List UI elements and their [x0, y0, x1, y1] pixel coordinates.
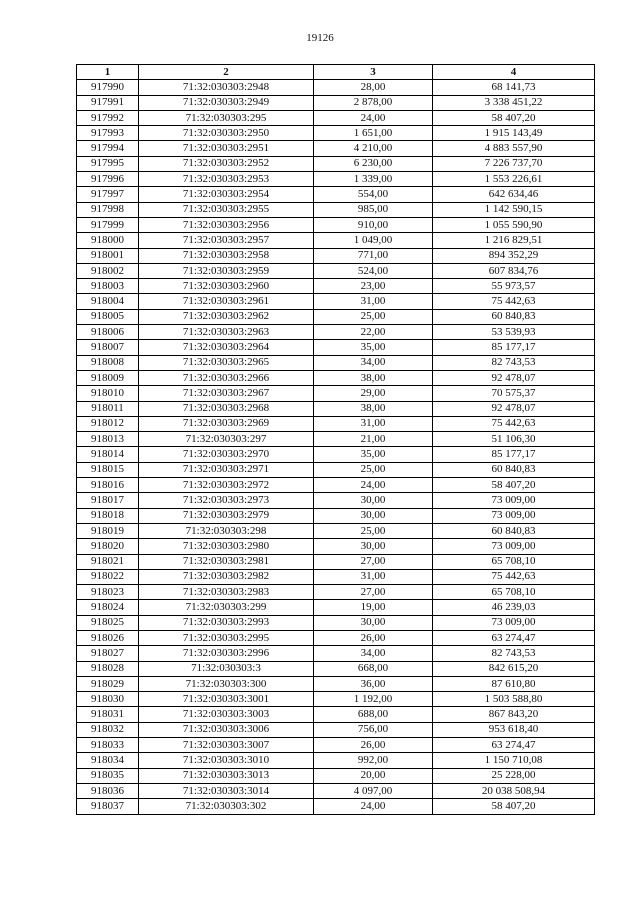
table-row	[77, 386, 595, 401]
value-cell: 58 407,20	[433, 799, 595, 814]
value-cell: 92 478,07	[433, 401, 595, 416]
value-cell: 58 407,20	[433, 478, 595, 493]
value-cell: 65 708,10	[433, 585, 595, 600]
value-cell: 73 009,00	[433, 539, 595, 554]
value-cell: 20 038 508,94	[433, 783, 595, 798]
value-cell: 73 009,00	[433, 493, 595, 508]
row-id-cell: 918032	[77, 722, 139, 737]
area-cell: 30,00	[314, 508, 433, 523]
area-cell: 688,00	[314, 707, 433, 722]
value-cell: 1 553 226,61	[433, 172, 595, 187]
cadastral-number-cell: 71:32:030303:2996	[139, 646, 314, 661]
table-row	[77, 523, 595, 538]
value-cell: 642 634,46	[433, 187, 595, 202]
table-row	[77, 233, 595, 248]
area-cell: 38,00	[314, 370, 433, 385]
row-id-cell: 918013	[77, 432, 139, 447]
area-cell: 4 210,00	[314, 141, 433, 156]
value-cell: 73 009,00	[433, 615, 595, 630]
value-cell: 58 407,20	[433, 110, 595, 125]
row-id-cell: 917996	[77, 172, 139, 187]
registry-table	[76, 64, 595, 815]
value-cell: 70 575,37	[433, 386, 595, 401]
area-cell: 35,00	[314, 340, 433, 355]
cadastral-number-cell: 71:32:030303:3007	[139, 738, 314, 753]
table-row	[77, 569, 595, 584]
cadastral-number-cell: 71:32:030303:2973	[139, 493, 314, 508]
cadastral-number-cell: 71:32:030303:2955	[139, 202, 314, 217]
column-header: 4	[433, 65, 595, 80]
row-id-cell: 918016	[77, 478, 139, 493]
cadastral-number-cell: 71:32:030303:2969	[139, 416, 314, 431]
row-id-cell: 918031	[77, 707, 139, 722]
table-row	[77, 707, 595, 722]
table-row	[77, 783, 595, 798]
table-row	[77, 432, 595, 447]
row-id-cell: 918011	[77, 401, 139, 416]
table-row	[77, 615, 595, 630]
area-cell: 1 049,00	[314, 233, 433, 248]
row-id-cell: 917992	[77, 110, 139, 125]
cadastral-number-cell: 71:32:030303:2971	[139, 462, 314, 477]
area-cell: 24,00	[314, 110, 433, 125]
row-id-cell: 917995	[77, 156, 139, 171]
cadastral-number-cell: 71:32:030303:2966	[139, 370, 314, 385]
value-cell: 85 177,17	[433, 447, 595, 462]
area-cell: 668,00	[314, 661, 433, 676]
row-id-cell: 917991	[77, 95, 139, 110]
table-row	[77, 325, 595, 340]
value-cell: 4 883 557,90	[433, 141, 595, 156]
value-cell: 25 228,00	[433, 768, 595, 783]
row-id-cell: 918035	[77, 768, 139, 783]
table-row	[77, 630, 595, 645]
area-cell: 34,00	[314, 355, 433, 370]
cadastral-number-cell: 71:32:030303:2980	[139, 539, 314, 554]
area-cell: 19,00	[314, 600, 433, 615]
area-cell: 2 878,00	[314, 95, 433, 110]
table-row	[77, 141, 595, 156]
value-cell: 842 615,20	[433, 661, 595, 676]
table-row	[77, 508, 595, 523]
value-cell: 75 442,63	[433, 416, 595, 431]
row-id-cell: 918037	[77, 799, 139, 814]
table-row	[77, 768, 595, 783]
cadastral-number-cell: 71:32:030303:300	[139, 676, 314, 691]
area-cell: 25,00	[314, 309, 433, 324]
cadastral-number-cell: 71:32:030303:2970	[139, 447, 314, 462]
row-id-cell: 918006	[77, 325, 139, 340]
table-row	[77, 646, 595, 661]
table-row	[77, 110, 595, 125]
value-cell: 63 274,47	[433, 738, 595, 753]
value-cell: 7 226 737,70	[433, 156, 595, 171]
cadastral-number-cell: 71:32:030303:298	[139, 523, 314, 538]
value-cell: 68 141,73	[433, 80, 595, 95]
value-cell: 607 834,76	[433, 263, 595, 278]
cadastral-number-cell: 71:32:030303:2951	[139, 141, 314, 156]
table-row	[77, 172, 595, 187]
value-cell: 1 055 590,90	[433, 217, 595, 232]
cadastral-number-cell: 71:32:030303:2956	[139, 217, 314, 232]
row-id-cell: 918001	[77, 248, 139, 263]
table-row	[77, 202, 595, 217]
column-header: 2	[139, 65, 314, 80]
area-cell: 30,00	[314, 615, 433, 630]
table-row	[77, 126, 595, 141]
cadastral-number-cell: 71:32:030303:3013	[139, 768, 314, 783]
cadastral-number-cell: 71:32:030303:3003	[139, 707, 314, 722]
row-id-cell: 918026	[77, 630, 139, 645]
area-cell: 31,00	[314, 569, 433, 584]
cadastral-number-cell: 71:32:030303:2967	[139, 386, 314, 401]
area-cell: 34,00	[314, 646, 433, 661]
cadastral-number-cell: 71:32:030303:2950	[139, 126, 314, 141]
cadastral-number-cell: 71:32:030303:2962	[139, 309, 314, 324]
row-id-cell: 918007	[77, 340, 139, 355]
cadastral-number-cell: 71:32:030303:2960	[139, 279, 314, 294]
row-id-cell: 918029	[77, 676, 139, 691]
table-row	[77, 676, 595, 691]
area-cell: 29,00	[314, 386, 433, 401]
row-id-cell: 917998	[77, 202, 139, 217]
area-cell: 756,00	[314, 722, 433, 737]
area-cell: 27,00	[314, 585, 433, 600]
row-id-cell: 918021	[77, 554, 139, 569]
table-row	[77, 539, 595, 554]
cadastral-number-cell: 71:32:030303:2952	[139, 156, 314, 171]
cadastral-number-cell: 71:32:030303:3010	[139, 753, 314, 768]
value-cell: 92 478,07	[433, 370, 595, 385]
area-cell: 6 230,00	[314, 156, 433, 171]
value-cell: 894 352,29	[433, 248, 595, 263]
row-id-cell: 918036	[77, 783, 139, 798]
area-cell: 31,00	[314, 416, 433, 431]
row-id-cell: 918005	[77, 309, 139, 324]
table-row	[77, 80, 595, 95]
cadastral-number-cell: 71:32:030303:2995	[139, 630, 314, 645]
row-id-cell: 918018	[77, 508, 139, 523]
value-cell: 53 539,93	[433, 325, 595, 340]
cadastral-number-cell: 71:32:030303:2954	[139, 187, 314, 202]
area-cell: 554,00	[314, 187, 433, 202]
cadastral-number-cell: 71:32:030303:2953	[139, 172, 314, 187]
cadastral-number-cell: 71:32:030303:3006	[139, 722, 314, 737]
row-id-cell: 918010	[77, 386, 139, 401]
table-row	[77, 738, 595, 753]
value-cell: 51 106,30	[433, 432, 595, 447]
cadastral-number-cell: 71:32:030303:302	[139, 799, 314, 814]
row-id-cell: 917997	[77, 187, 139, 202]
value-cell: 1 216 829,51	[433, 233, 595, 248]
table-row	[77, 95, 595, 110]
table-row	[77, 217, 595, 232]
area-cell: 30,00	[314, 539, 433, 554]
row-id-cell: 918012	[77, 416, 139, 431]
row-id-cell: 918033	[77, 738, 139, 753]
area-cell: 24,00	[314, 799, 433, 814]
value-cell: 65 708,10	[433, 554, 595, 569]
table-row	[77, 401, 595, 416]
area-cell: 524,00	[314, 263, 433, 278]
cadastral-number-cell: 71:32:030303:2949	[139, 95, 314, 110]
area-cell: 25,00	[314, 523, 433, 538]
table-row	[77, 493, 595, 508]
cadastral-number-cell: 71:32:030303:295	[139, 110, 314, 125]
table-row	[77, 370, 595, 385]
value-cell: 953 618,40	[433, 722, 595, 737]
cadastral-number-cell: 71:32:030303:2948	[139, 80, 314, 95]
value-cell: 1 142 590,15	[433, 202, 595, 217]
value-cell: 60 840,83	[433, 523, 595, 538]
table-row	[77, 340, 595, 355]
cadastral-number-cell: 71:32:030303:3001	[139, 692, 314, 707]
table-row	[77, 279, 595, 294]
table-row	[77, 309, 595, 324]
table-row	[77, 585, 595, 600]
table-row	[77, 554, 595, 569]
cadastral-number-cell: 71:32:030303:2964	[139, 340, 314, 355]
value-cell: 55 973,57	[433, 279, 595, 294]
row-id-cell: 917999	[77, 217, 139, 232]
column-header: 1	[77, 65, 139, 80]
area-cell: 21,00	[314, 432, 433, 447]
cadastral-number-cell: 71:32:030303:3	[139, 661, 314, 676]
area-cell: 38,00	[314, 401, 433, 416]
row-id-cell: 918030	[77, 692, 139, 707]
value-cell: 3 338 451,22	[433, 95, 595, 110]
table-row	[77, 600, 595, 615]
cadastral-number-cell: 71:32:030303:2963	[139, 325, 314, 340]
value-cell: 1 915 143,49	[433, 126, 595, 141]
area-cell: 910,00	[314, 217, 433, 232]
table-row	[77, 799, 595, 814]
cadastral-number-cell: 71:32:030303:2961	[139, 294, 314, 309]
area-cell: 25,00	[314, 462, 433, 477]
row-id-cell: 918008	[77, 355, 139, 370]
table-row	[77, 447, 595, 462]
cadastral-number-cell: 71:32:030303:2959	[139, 263, 314, 278]
cadastral-number-cell: 71:32:030303:2972	[139, 478, 314, 493]
row-id-cell: 918015	[77, 462, 139, 477]
row-id-cell: 917994	[77, 141, 139, 156]
value-cell: 60 840,83	[433, 462, 595, 477]
area-cell: 30,00	[314, 493, 433, 508]
cadastral-number-cell: 71:32:030303:2983	[139, 585, 314, 600]
row-id-cell: 918004	[77, 294, 139, 309]
value-cell: 46 239,03	[433, 600, 595, 615]
area-cell: 771,00	[314, 248, 433, 263]
value-cell: 60 840,83	[433, 309, 595, 324]
table-row	[77, 478, 595, 493]
area-cell: 992,00	[314, 753, 433, 768]
area-cell: 20,00	[314, 768, 433, 783]
area-cell: 1 651,00	[314, 126, 433, 141]
table-row	[77, 294, 595, 309]
cadastral-number-cell: 71:32:030303:2965	[139, 355, 314, 370]
area-cell: 26,00	[314, 738, 433, 753]
row-id-cell: 918009	[77, 370, 139, 385]
row-id-cell: 918000	[77, 233, 139, 248]
row-id-cell: 918024	[77, 600, 139, 615]
table-row	[77, 263, 595, 278]
row-id-cell: 918025	[77, 615, 139, 630]
value-cell: 1 150 710,08	[433, 753, 595, 768]
table-row	[77, 355, 595, 370]
area-cell: 26,00	[314, 630, 433, 645]
area-cell: 22,00	[314, 325, 433, 340]
table-row	[77, 722, 595, 737]
row-id-cell: 918027	[77, 646, 139, 661]
area-cell: 27,00	[314, 554, 433, 569]
row-id-cell: 917990	[77, 80, 139, 95]
cadastral-number-cell: 71:32:030303:2968	[139, 401, 314, 416]
area-cell: 1 192,00	[314, 692, 433, 707]
row-id-cell: 918034	[77, 753, 139, 768]
row-id-cell: 918028	[77, 661, 139, 676]
table-header-row	[77, 65, 595, 80]
table-row	[77, 462, 595, 477]
row-id-cell: 918003	[77, 279, 139, 294]
value-cell: 87 610,80	[433, 676, 595, 691]
area-cell: 36,00	[314, 676, 433, 691]
cadastral-number-cell: 71:32:030303:3014	[139, 783, 314, 798]
table-row	[77, 187, 595, 202]
row-id-cell: 918014	[77, 447, 139, 462]
cadastral-number-cell: 71:32:030303:297	[139, 432, 314, 447]
area-cell: 28,00	[314, 80, 433, 95]
row-id-cell: 918017	[77, 493, 139, 508]
table-row	[77, 661, 595, 676]
value-cell: 82 743,53	[433, 355, 595, 370]
area-cell: 24,00	[314, 478, 433, 493]
table-row	[77, 753, 595, 768]
area-cell: 35,00	[314, 447, 433, 462]
cadastral-number-cell: 71:32:030303:299	[139, 600, 314, 615]
table-row	[77, 156, 595, 171]
row-id-cell: 918020	[77, 539, 139, 554]
value-cell: 75 442,63	[433, 569, 595, 584]
column-header: 3	[314, 65, 433, 80]
row-id-cell: 918023	[77, 585, 139, 600]
area-cell: 4 097,00	[314, 783, 433, 798]
cadastral-number-cell: 71:32:030303:2979	[139, 508, 314, 523]
cadastral-number-cell: 71:32:030303:2993	[139, 615, 314, 630]
table-row	[77, 248, 595, 263]
area-cell: 31,00	[314, 294, 433, 309]
page-number: 19126	[306, 32, 334, 44]
cadastral-number-cell: 71:32:030303:2982	[139, 569, 314, 584]
value-cell: 867 843,20	[433, 707, 595, 722]
cadastral-number-cell: 71:32:030303:2957	[139, 233, 314, 248]
value-cell: 73 009,00	[433, 508, 595, 523]
row-id-cell: 918002	[77, 263, 139, 278]
area-cell: 985,00	[314, 202, 433, 217]
table-body	[77, 80, 595, 814]
table-row	[77, 692, 595, 707]
row-id-cell: 917993	[77, 126, 139, 141]
value-cell: 85 177,17	[433, 340, 595, 355]
area-cell: 23,00	[314, 279, 433, 294]
row-id-cell: 918022	[77, 569, 139, 584]
value-cell: 1 503 588,80	[433, 692, 595, 707]
table-row	[77, 416, 595, 431]
cadastral-number-cell: 71:32:030303:2981	[139, 554, 314, 569]
value-cell: 75 442,63	[433, 294, 595, 309]
row-id-cell: 918019	[77, 523, 139, 538]
area-cell: 1 339,00	[314, 172, 433, 187]
value-cell: 63 274,47	[433, 630, 595, 645]
cadastral-number-cell: 71:32:030303:2958	[139, 248, 314, 263]
value-cell: 82 743,53	[433, 646, 595, 661]
